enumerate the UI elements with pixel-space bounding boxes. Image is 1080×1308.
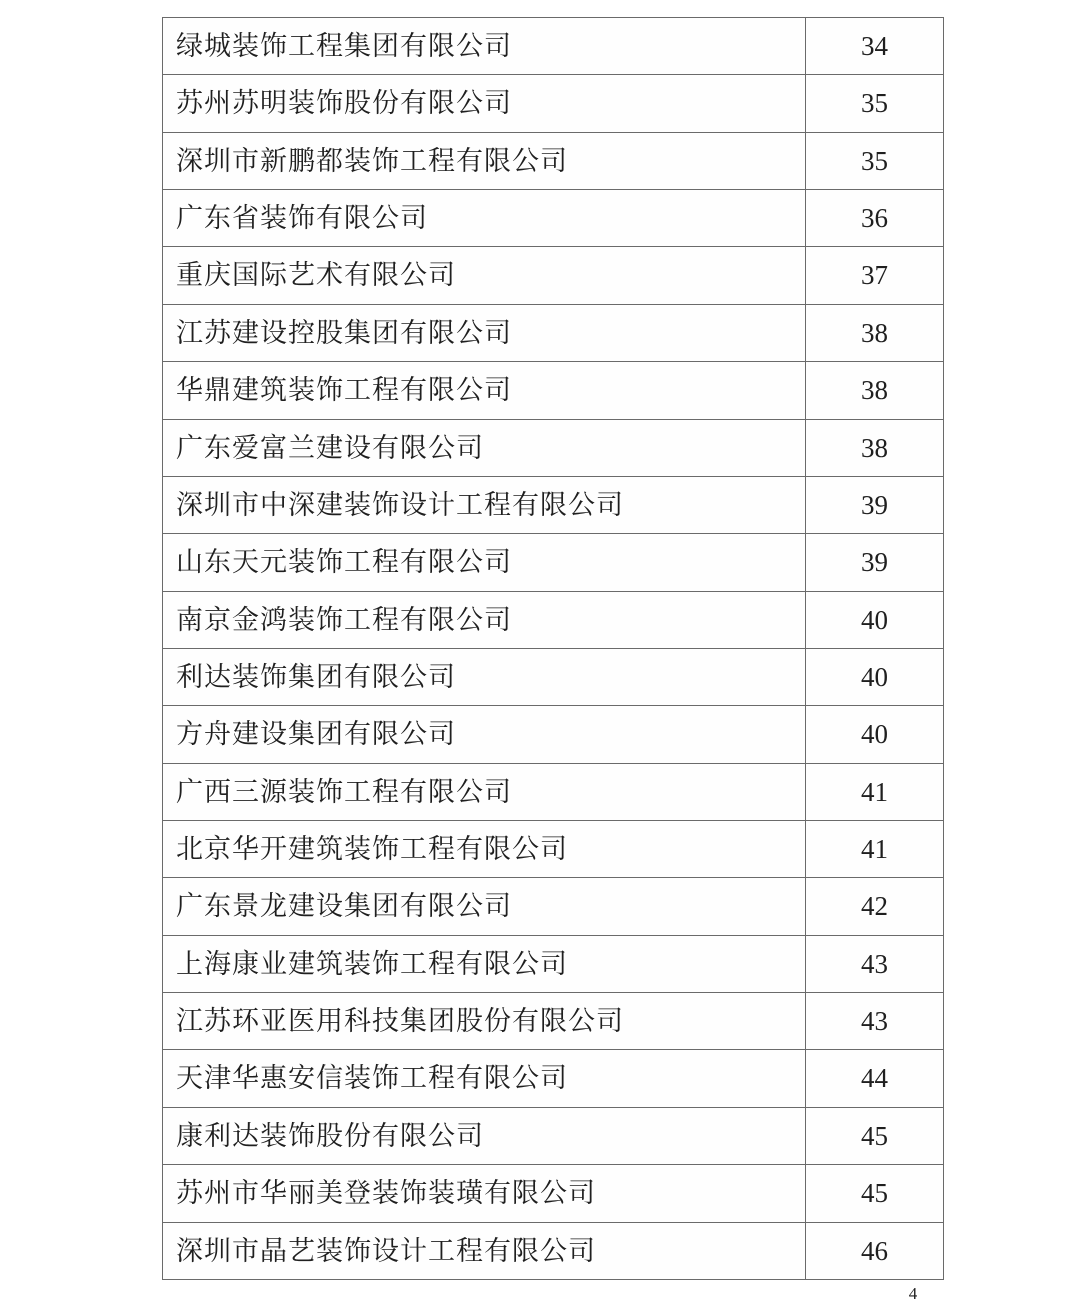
company-value-cell: 41	[806, 821, 944, 878]
company-name-cell: 重庆国际艺术有限公司	[163, 247, 806, 304]
table-row	[163, 763, 944, 820]
company-value-cell: 35	[806, 132, 944, 189]
company-name-cell: 山东天元装饰工程有限公司	[163, 534, 806, 591]
company-value-cell: 43	[806, 935, 944, 992]
company-value-cell: 41	[806, 763, 944, 820]
table-row	[163, 591, 944, 648]
company-value-cell: 37	[806, 247, 944, 304]
table-row	[163, 132, 944, 189]
company-value-cell: 38	[806, 362, 944, 419]
table-row	[163, 362, 944, 419]
table-row	[163, 1107, 944, 1164]
company-value-cell: 45	[806, 1165, 944, 1222]
company-name-cell: 绿城装饰工程集团有限公司	[163, 18, 806, 75]
table-row	[163, 1050, 944, 1107]
company-value-cell: 42	[806, 878, 944, 935]
company-value-cell: 39	[806, 476, 944, 533]
table-row	[163, 878, 944, 935]
company-value-cell: 44	[806, 1050, 944, 1107]
table-row	[163, 935, 944, 992]
company-value-cell: 45	[806, 1107, 944, 1164]
company-value-cell: 40	[806, 706, 944, 763]
table-row	[163, 75, 944, 132]
table-row	[163, 1222, 944, 1279]
company-value-cell: 46	[806, 1222, 944, 1279]
company-name-cell: 利达装饰集团有限公司	[163, 648, 806, 705]
company-name-cell: 广东景龙建设集团有限公司	[163, 878, 806, 935]
table-row	[163, 706, 944, 763]
table-row	[163, 247, 944, 304]
company-value-cell: 39	[806, 534, 944, 591]
table-row	[163, 304, 944, 361]
company-value-cell: 38	[806, 419, 944, 476]
table-row	[163, 419, 944, 476]
company-name-cell: 深圳市中深建装饰设计工程有限公司	[163, 476, 806, 533]
company-value-cell: 40	[806, 648, 944, 705]
company-value-cell: 38	[806, 304, 944, 361]
company-name-cell: 苏州市华丽美登装饰装璜有限公司	[163, 1165, 806, 1222]
company-value-cell: 40	[806, 591, 944, 648]
company-value-cell: 34	[806, 18, 944, 75]
company-ranking-table	[162, 17, 944, 1280]
table-row	[163, 18, 944, 75]
company-name-cell: 广东省装饰有限公司	[163, 190, 806, 247]
page-number: 4	[908, 1284, 918, 1303]
table-row	[163, 190, 944, 247]
company-name-cell: 江苏环亚医用科技集团股份有限公司	[163, 993, 806, 1050]
company-name-cell: 华鼎建筑装饰工程有限公司	[163, 362, 806, 419]
company-name-cell: 康利达装饰股份有限公司	[163, 1107, 806, 1164]
company-value-cell: 43	[806, 993, 944, 1050]
company-name-cell: 北京华开建筑装饰工程有限公司	[163, 821, 806, 878]
company-name-cell: 上海康业建筑装饰工程有限公司	[163, 935, 806, 992]
company-value-cell: 35	[806, 75, 944, 132]
company-name-cell: 深圳市新鹏都装饰工程有限公司	[163, 132, 806, 189]
company-name-cell: 苏州苏明装饰股份有限公司	[163, 75, 806, 132]
table-row	[163, 1165, 944, 1222]
company-name-cell: 方舟建设集团有限公司	[163, 706, 806, 763]
company-name-cell: 南京金鸿装饰工程有限公司	[163, 591, 806, 648]
table-row	[163, 821, 944, 878]
company-name-cell: 广东爱富兰建设有限公司	[163, 419, 806, 476]
table-row	[163, 476, 944, 533]
company-name-cell: 天津华惠安信装饰工程有限公司	[163, 1050, 806, 1107]
company-name-cell: 深圳市晶艺装饰设计工程有限公司	[163, 1222, 806, 1279]
company-value-cell: 36	[806, 190, 944, 247]
table-row	[163, 993, 944, 1050]
company-name-cell: 广西三源装饰工程有限公司	[163, 763, 806, 820]
table-row	[163, 534, 944, 591]
table-body	[163, 18, 944, 1280]
company-name-cell: 江苏建设控股集团有限公司	[163, 304, 806, 361]
table-row	[163, 648, 944, 705]
